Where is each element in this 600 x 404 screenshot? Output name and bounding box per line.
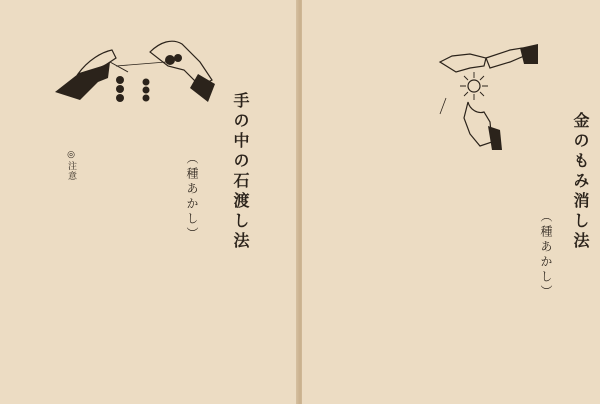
note-label: ◎注意 [66,150,76,181]
hand-coin-illustration [430,38,542,154]
right-page-title: 金のもみ消し法 [571,112,590,252]
right-page-subtitle: （種あかし） [539,210,553,300]
hands-stones-illustration [50,22,220,112]
left-page-title: 手の中の石渡し法 [231,92,250,252]
left-page [0,0,298,404]
right-page [302,0,600,404]
left-page-subtitle: （種あかし） [185,152,199,242]
